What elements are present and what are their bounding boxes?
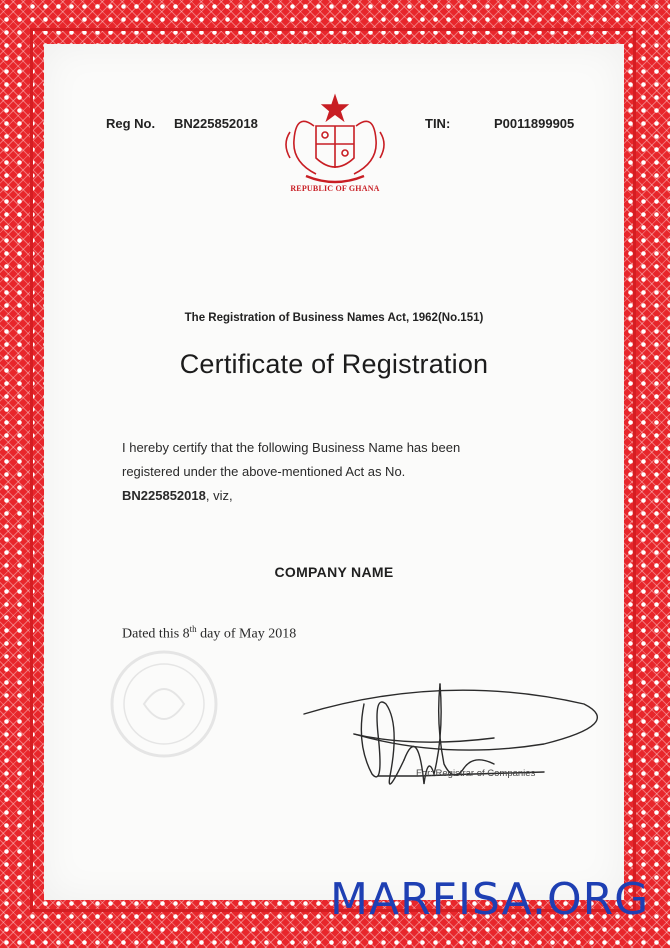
registration-number: BN225852018 bbox=[122, 488, 206, 503]
dated-line bbox=[122, 624, 296, 643]
reg-no-label: Reg No. bbox=[106, 116, 156, 131]
dated-prefix: Dated this 8 bbox=[122, 626, 190, 642]
signature-image bbox=[294, 664, 624, 814]
statement-line-3 bbox=[122, 484, 592, 508]
watermark-logo: MARFISA.ORG bbox=[330, 874, 650, 925]
statement-line-1: I hereby certify that the following Business Name has been bbox=[122, 440, 461, 455]
reg-no-value: BN225852018 bbox=[174, 116, 258, 131]
embossed-seal-icon bbox=[104, 644, 224, 764]
tin-value: P0011899905 bbox=[494, 116, 575, 131]
statement-suffix: , viz, bbox=[205, 488, 233, 503]
company-name: COMPANY NAME bbox=[274, 564, 394, 580]
emblem-caption: REPUBLIC OF GHANA bbox=[290, 184, 380, 193]
statement-line-2: registered under the above-mentioned Act as No. bbox=[122, 464, 406, 479]
act-reference: The Registration of Business Names Act, 1962(No.151) bbox=[184, 312, 484, 324]
coat-of-arms-icon bbox=[276, 92, 394, 192]
tin-label: TIN: bbox=[425, 116, 451, 131]
certification-statement bbox=[122, 436, 592, 508]
signatory-label: For: Registrar of Companies bbox=[416, 768, 536, 779]
dated-suffix: day of May 2018 bbox=[196, 626, 297, 642]
certificate-paper bbox=[44, 44, 624, 900]
certificate-title: Certificate of Registration bbox=[179, 349, 489, 379]
dated-ordinal: th bbox=[189, 624, 197, 634]
